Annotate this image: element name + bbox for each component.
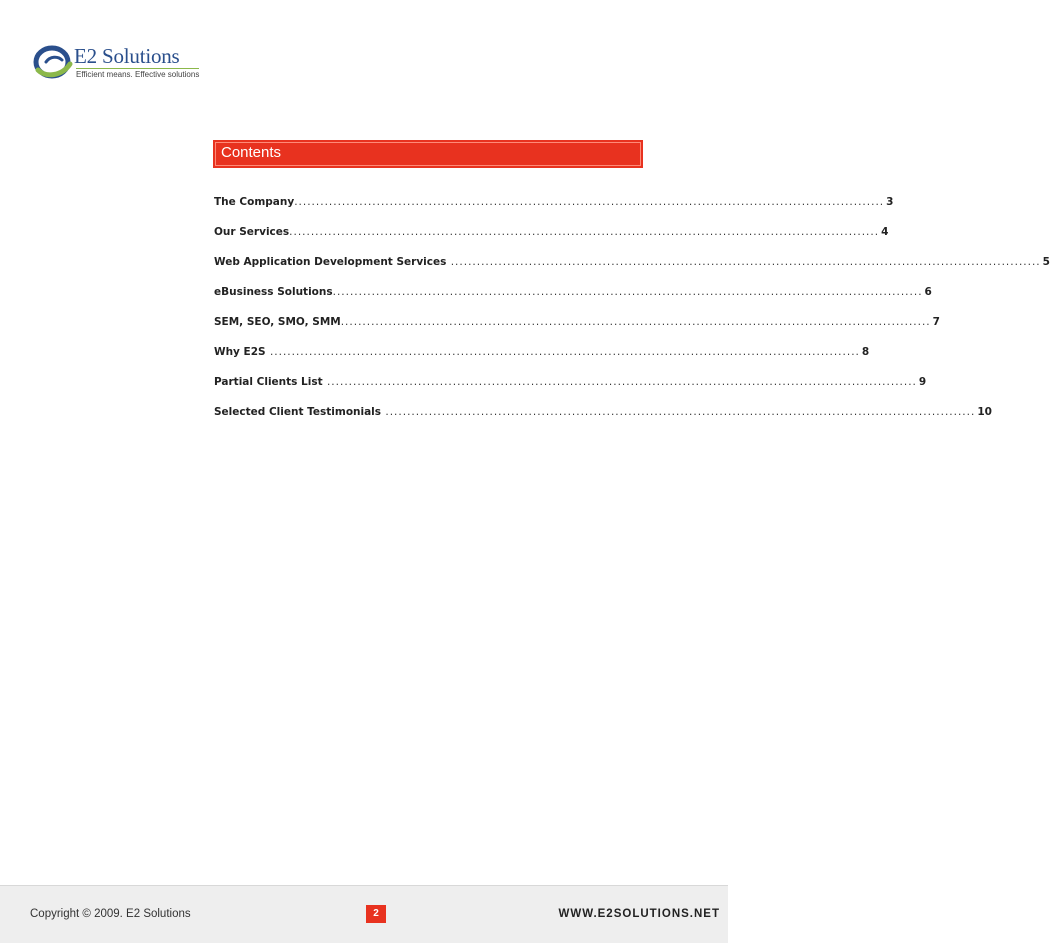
toc-entry-page: 6: [924, 286, 932, 298]
toc-entry-label: Our Services: [214, 226, 290, 238]
toc-leader-dots: ........................................................................................................................................: [381, 406, 976, 418]
toc-entry-page: 5: [1042, 256, 1050, 268]
toc-entry[interactable]: [214, 196, 894, 212]
toc-entry-label: The Company: [214, 196, 295, 208]
toc-entry-label: Selected Client Testimonials: [214, 406, 382, 418]
logo-tagline: Efficient means. Effective solutions: [76, 70, 200, 79]
e2-logo-swirl-icon: [32, 42, 74, 80]
copyright-notice: Copyright © 2009. E2 Solutions: [30, 908, 191, 920]
toc-leader-dots: ........................................................................................................................................: [265, 346, 860, 358]
toc-entry-label: Web Application Development Services: [214, 256, 447, 268]
toc-entry-page: 10: [977, 406, 992, 418]
toc-entry-page: 7: [932, 316, 940, 328]
toc-entry-label: Why E2S: [214, 346, 266, 358]
website-link[interactable]: WWW.E2SOLUTIONS.NET: [558, 908, 720, 920]
logo-name: E2 Solutions: [74, 44, 180, 68]
toc-leader-dots: ........................................................................................................................................: [446, 256, 1041, 268]
toc-entry-page: 8: [861, 346, 870, 358]
toc-leader-dots: ........................................................................................................................................: [322, 376, 917, 388]
toc-entry[interactable]: [214, 286, 932, 302]
toc-leader-dots: ........................................................................................................................................: [294, 196, 885, 208]
toc-leader-dots: ........................................................................................................................................: [332, 286, 923, 298]
toc-entry[interactable]: [214, 406, 992, 422]
toc-entry-label: Partial Clients List: [214, 376, 323, 388]
toc-entry-page: 4: [881, 226, 889, 238]
toc-entry-page: 9: [918, 376, 927, 388]
toc-entry[interactable]: [214, 226, 889, 242]
toc-entry-label: SEM, SEO, SMO, SMM: [214, 316, 341, 328]
toc-entry[interactable]: [214, 256, 1050, 272]
company-logo: [32, 42, 202, 84]
toc-entry[interactable]: [214, 376, 927, 392]
toc-entry[interactable]: [214, 316, 940, 332]
page-number-badge: 2: [366, 905, 386, 923]
toc-leader-dots: ........................................................................................................................................: [340, 316, 931, 328]
toc-entry-page: 3: [886, 196, 894, 208]
toc-leader-dots: ........................................................................................................................................: [289, 226, 880, 238]
contents-title: Contents: [221, 144, 282, 161]
contents-header-bar: [213, 140, 643, 168]
toc-entry-label: eBusiness Solutions: [214, 286, 333, 298]
page-footer: [0, 885, 728, 943]
toc-entry[interactable]: [214, 346, 870, 362]
